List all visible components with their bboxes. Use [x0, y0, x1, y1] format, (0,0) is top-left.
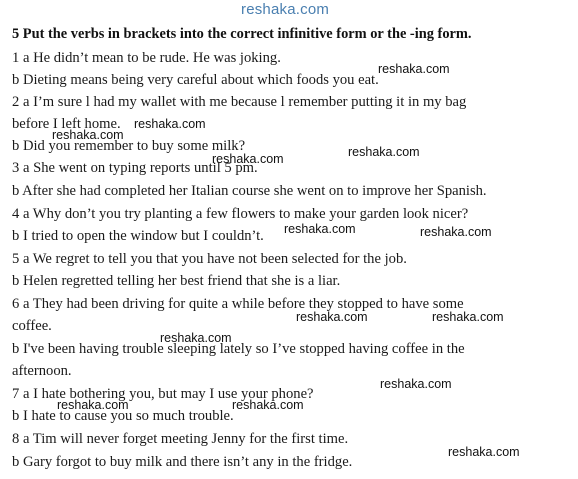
site-header-link[interactable]: reshaka.com — [241, 1, 330, 18]
sentence-5a: 5 a We regret to tell you that you have not been selected for the job. — [12, 251, 407, 267]
watermark: reshaka.com — [378, 62, 450, 76]
sentence-4b: b I tried to open the window but I couldn’t. — [12, 228, 264, 244]
sentence-1b: b Dieting means being very careful about which foods you eat. — [12, 72, 379, 88]
watermark: reshaka.com — [296, 310, 368, 324]
sentence-2a-continued: before I left home. — [12, 116, 121, 132]
watermark: reshaka.com — [432, 310, 504, 324]
watermark: reshaka.com — [448, 445, 520, 459]
sentence-7b: b I hate to cause you so much trouble. — [12, 408, 234, 424]
exercise-title: 5 Put the verbs in brackets into the correct infinitive form or the -ing form. — [12, 26, 472, 42]
watermark: reshaka.com — [380, 377, 452, 391]
sentence-4a: 4 a Why don’t you try planting a few flowers to make your garden look nicer? — [12, 206, 469, 222]
sentence-3a: 3 a She went on typing reports until 5 pm. — [12, 160, 258, 176]
watermark: reshaka.com — [52, 128, 124, 142]
sentence-6a: 6 a They had been driving for quite a while before they stopped to have some — [12, 296, 464, 312]
sentence-2b: b Did you remember to buy some milk? — [12, 138, 246, 154]
sentence-3b: b After she had completed her Italian course she went on to improve her Spanish. — [12, 183, 487, 199]
sentence-6b: b I've been having trouble sleeping lately so I’ve stopped having coffee in the — [12, 341, 465, 357]
watermark: reshaka.com — [420, 225, 492, 239]
watermark: reshaka.com — [212, 152, 284, 166]
watermark: reshaka.com — [284, 222, 356, 236]
sentence-1a: 1 a He didn’t mean to be rude. He was joking. — [12, 50, 281, 66]
sentence-6a-continued: coffee. — [12, 318, 52, 334]
sentence-2a: 2 a I’m sure l had my wallet with me because l remember putting it in my bag — [12, 94, 467, 110]
sentence-6b-continued: afternoon. — [12, 363, 72, 379]
watermark: reshaka.com — [232, 398, 304, 412]
watermark: reshaka.com — [160, 331, 232, 345]
sentence-8b: b Gary forgot to buy milk and there isn’t any in the fridge. — [12, 454, 353, 470]
watermark: reshaka.com — [134, 117, 206, 131]
sentence-7a: 7 a I hate bothering you, but may I use your phone? — [12, 386, 314, 402]
sentence-5b: b Helen regretted telling her best friend that she is a liar. — [12, 273, 341, 289]
watermark: reshaka.com — [57, 398, 129, 412]
watermark: reshaka.com — [348, 145, 420, 159]
sentence-8a: 8 a Tim will never forget meeting Jenny for the first time. — [12, 431, 349, 447]
